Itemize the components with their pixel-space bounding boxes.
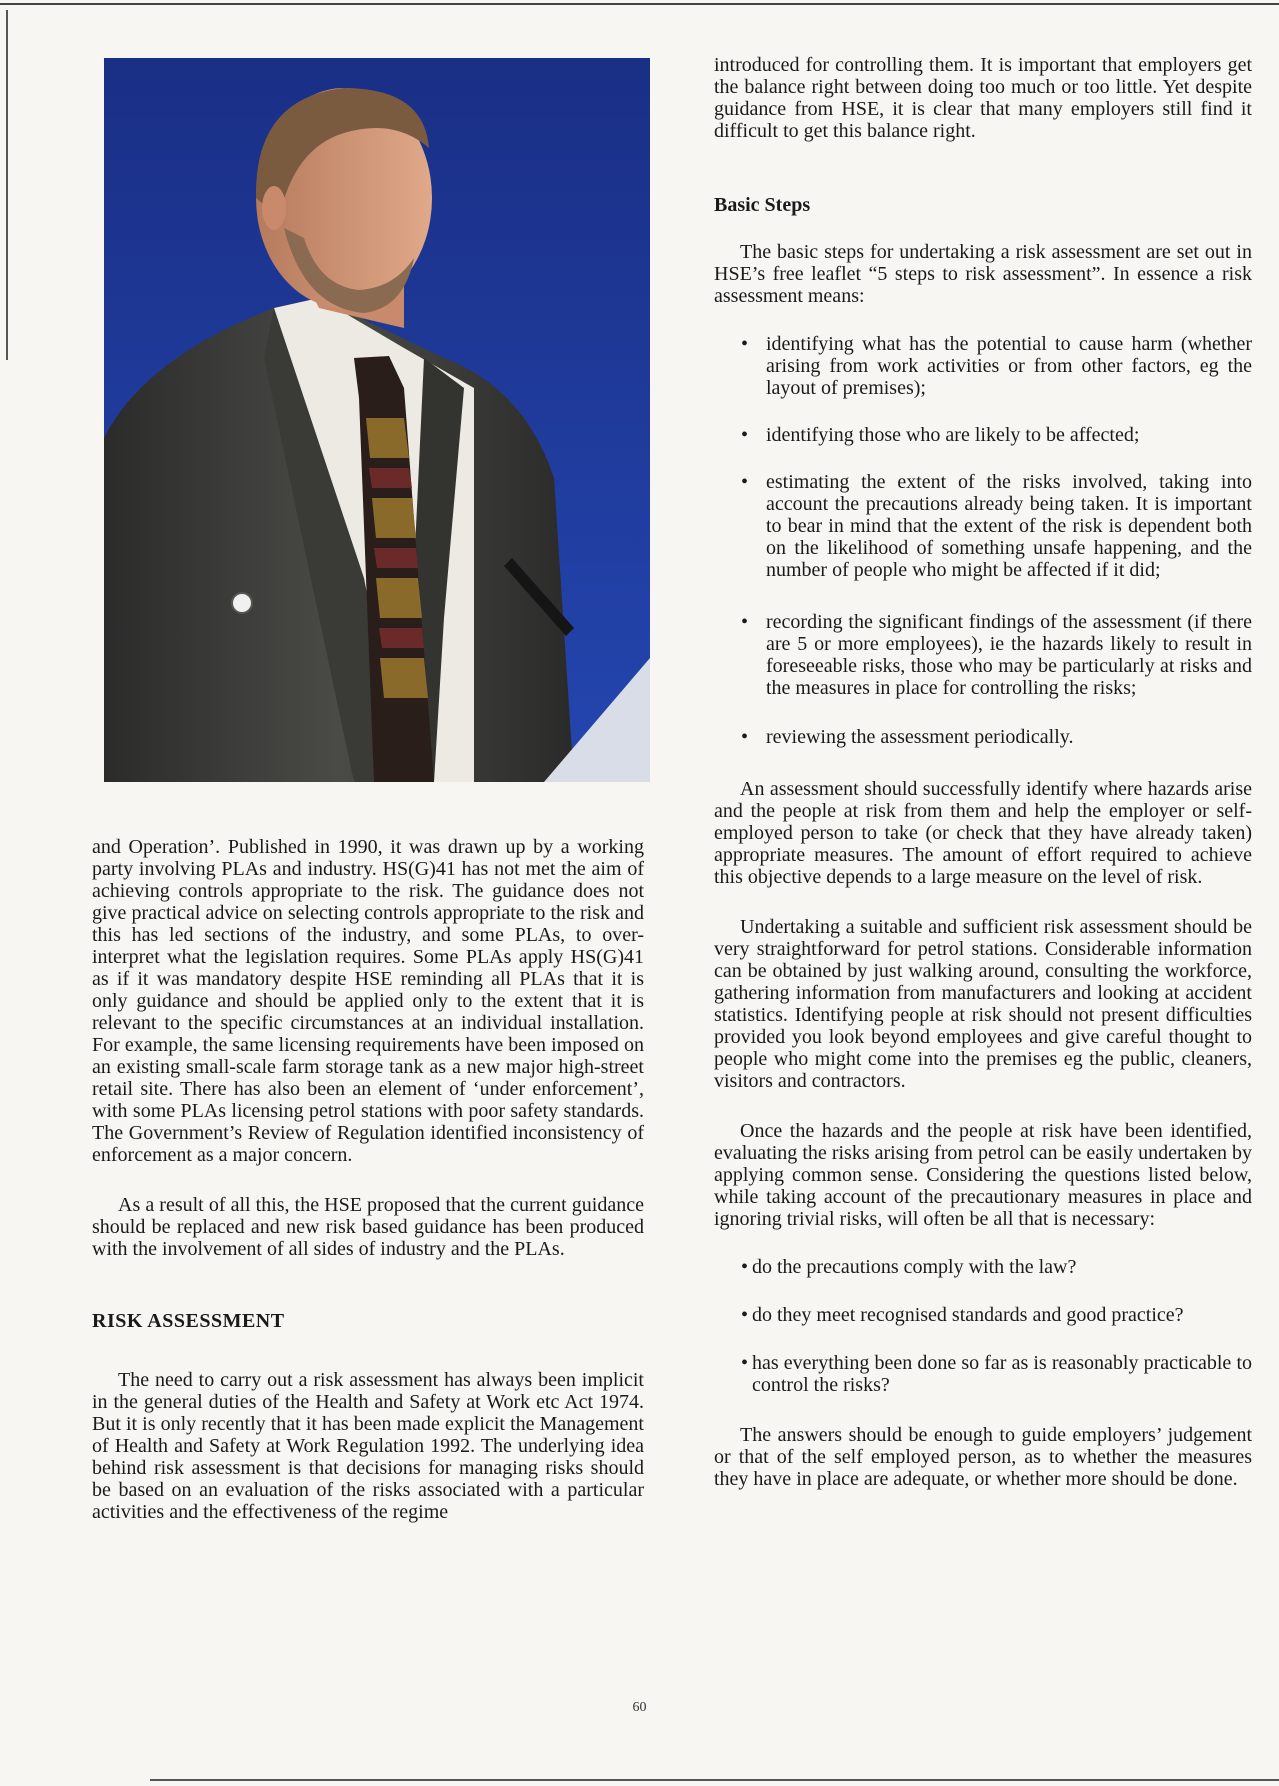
basic-steps-heading: Basic Steps <box>714 194 811 216</box>
right-column <box>714 54 1252 1490</box>
body-paragraph: An assessment should successfully identify where hazards arise and the people at risk from them and help the employer or self-employed person to take (or check that they have already taken) appropriate measures. The amount of effort required to achieve this objective depends to a large measure on the level of risk. <box>714 778 1252 888</box>
page-number: 60 <box>632 1700 647 1715</box>
closing-paragraph: The answers should be enough to guide employers’ judgement or that of the self employed person, as to whether the measures they have in place are adequate, or whether more should be done. <box>714 1424 1252 1490</box>
intro-paragraph: introduced for controlling them. It is important that employers get the balance right between doing too much or too little. Yet despite guidance from HSE, it is clear that many employers still find it difficult to get this balance right. <box>714 54 1252 142</box>
basic-steps-intro: The basic steps for undertaking a risk assessment are set out in HSE’s free leaflet “5 steps to risk assessment”. In essence a risk assessment means: <box>714 241 1252 307</box>
steps-list <box>714 333 1252 748</box>
body-paragraph: The need to carry out a risk assessment has always been implicit in the general duties of the Health and Safety at Work etc Act 1974. But it is only recently that it has been made explicit the Management of Health and Safety at Work Regulation 1992. The underlying idea behind risk assessment is that decisions for managing risks should be based on an evaluation of the risks associated with a particular activities and the effectiveness of the regime <box>92 1369 644 1523</box>
list-item: • do the precautions comply with the law? <box>714 1256 1252 1278</box>
bottom-rule <box>150 1779 1279 1781</box>
list-item: • reviewing the assessment periodically. <box>714 726 1252 748</box>
list-item: • has everything been done so far as is reasonably practicable to control the risks? <box>714 1352 1252 1396</box>
questions-list <box>714 1256 1252 1396</box>
speaker-photo <box>104 58 650 782</box>
body-paragraph: and Operation’. Published in 1990, it was drawn up by a working party involving PLAs and industry. HS(G)41 has not met the aim of achieving controls appropriate to the risk. The guidance does not give practical advice on selecting controls appropriate to the risk and this has led sections of the industry, and some PLAs, to over-interpret what the legislation requires. Some PLAs apply HS(G)41 as if it was mandatory despite HSE reminding all PLAs that it is only guidance and should be applied only to the extent that it is relevant to the specific circumstances at an individual installation. For example, the same licensing requirements have been imposed on an existing small-scale farm storage tank as a new major high-street retail site. There has also been an element of ‘under enforcement’, with some PLAs licensing petrol stations with poor safety standards. The Government’s Review of Regulation identified inconsistency of enforcement as a major concern. <box>92 836 644 1166</box>
top-rule <box>0 3 1279 5</box>
list-item: • do they meet recognised standards and good practice? <box>714 1304 1252 1326</box>
list-item: • recording the significant findings of the assessment (if there are 5 or more employees), ie the hazards likely to result in foreseeable risks, those who may be particularly at risks and the measures in place for controlling the risks; <box>714 611 1252 699</box>
list-item: • identifying those who are likely to be affected; <box>714 424 1252 446</box>
body-paragraph: As a result of all this, the HSE proposed that the current guidance should be replaced and new risk based guidance has been produced with the involvement of all sides of industry and the PLAs. <box>92 1194 644 1260</box>
list-item: • identifying what has the potential to cause harm (whether arising from work activities or from other factors, eg the layout of premises); <box>714 333 1252 399</box>
speaker-illustration <box>104 58 650 782</box>
list-item: • estimating the extent of the risks involved, taking into account the precautions already being taken. It is important to bear in mind that the extent of the risk is dependent both on the likelihood of something unsafe happening, and the number of people who might be affected if it did; <box>714 471 1252 581</box>
left-margin-rule <box>6 10 8 360</box>
body-paragraph: Undertaking a suitable and sufficient risk assessment should be very straightforward for petrol stations. Considerable information can be obtained by just walking around, consulting the workforce, gathering information from manufacturers and looking at accident statistics. Identifying people at risk should not present difficulties provided you look beyond employees and give careful thought to people who might come into the premises eg the public, cleaners, visitors and contractors. <box>714 916 1252 1092</box>
risk-assessment-heading: RISK ASSESSMENT <box>92 1310 285 1332</box>
body-paragraph: Once the hazards and the people at risk have been identified, evaluating the risks arising from petrol can be easily undertaken by applying common sense. Considering the questions listed below, while taking account of the precautionary measures in place and ignoring trivial risks, will often be all that is necessary: <box>714 1120 1252 1230</box>
left-column <box>92 836 644 1523</box>
